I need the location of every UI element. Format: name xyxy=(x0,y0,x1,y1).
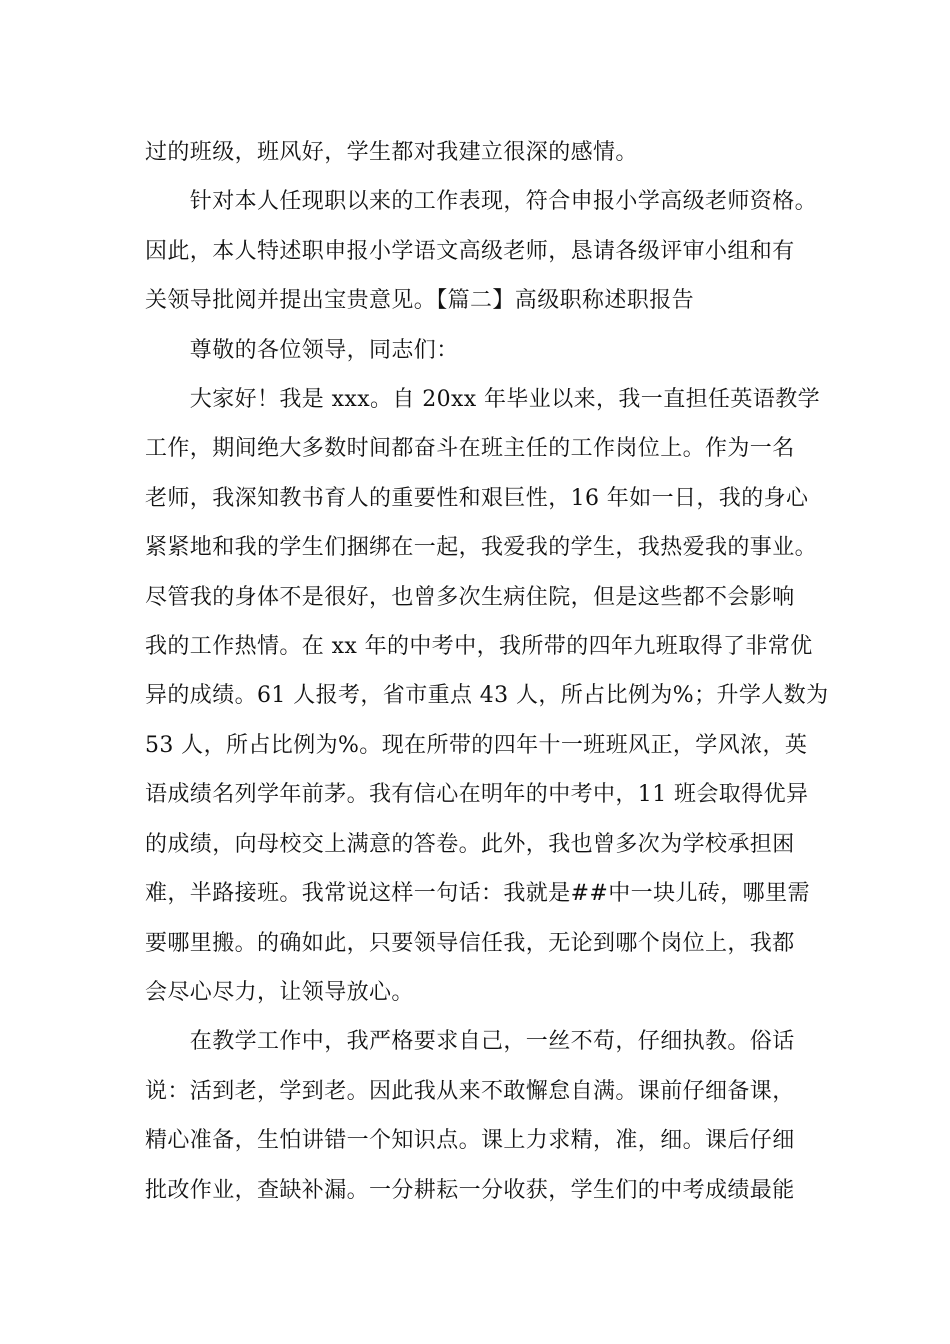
text-line: 批改作业，查缺补漏。一分耕耘一分收获，学生们的中考成绩最能 xyxy=(145,1177,795,1203)
text-line: 要哪里搬。的确如此，只要领导信任我，无论到哪个岗位上，我都 xyxy=(145,930,795,956)
text-line: 关领导批阅并提出宝贵意见。【篇二】高级职称述职报告 xyxy=(145,288,695,314)
text-line: 尊敬的各位领导，同志们： xyxy=(145,337,459,363)
paragraph-2 xyxy=(145,177,818,325)
text-line: 会尽心尽力，让领导放心。 xyxy=(145,979,414,1005)
text-line: 老师，我深知教书育人的重要性和艰巨性，16 年如一日，我的身心 xyxy=(145,485,809,511)
text-line: 难，半路接班。我常说这样一句话：我就是##中一块儿砖，哪里需 xyxy=(145,881,810,907)
text-line: 我的工作热情。在 xx 年的中考中，我所带的四年九班取得了非常优 xyxy=(145,634,813,660)
document-body xyxy=(145,128,829,1215)
text-line: 53 人，所占比例为%。现在所带的四年十一班班风正，学风浓，英 xyxy=(145,732,808,758)
text-line: 大家好！我是 xxx。自 20xx 年毕业以来，我一直担任英语教学 xyxy=(145,387,821,413)
paragraph-1 xyxy=(145,128,810,177)
text-line: 针对本人任现职以来的工作表现，符合申报小学高级老师资格。 xyxy=(145,189,818,215)
text-line: 因此，本人特述职申报小学语文高级老师，恳请各级评审小组和有 xyxy=(145,238,795,264)
paragraph-4 xyxy=(145,375,829,1017)
text-line: 的成绩，向母校交上满意的答卷。此外，我也曾多次为学校承担困 xyxy=(145,831,795,857)
text-line: 精心准备，生怕讲错一个知识点。课上力求精，准，细。课后仔细 xyxy=(145,1128,795,1154)
text-line: 说：活到老，学到老。因此我从来不敢懈怠自满。课前仔细备课， xyxy=(145,1078,795,1104)
text-line: 异的成绩。61 人报考，省市重点 43 人，所占比例为%；升学人数为 xyxy=(145,683,829,709)
text-line: 工作，期间绝大多数时间都奋斗在班主任的工作岗位上。作为一名 xyxy=(145,436,795,462)
paragraph-5 xyxy=(145,1017,810,1215)
text-line: 尽管我的身体不是很好，也曾多次生病住院，但是这些都不会影响 xyxy=(145,584,795,610)
text-line: 在教学工作中，我严格要求自己，一丝不苟，仔细执教。俗话 xyxy=(145,1029,795,1055)
text-line: 紧紧地和我的学生们捆绑在一起，我爱我的学生，我热爱我的事业。 xyxy=(145,535,818,561)
text-line: 语成绩名列学年前茅。我有信心在明年的中考中，11 班会取得优异 xyxy=(145,782,809,808)
text-line: 过的班级，班风好，学生都对我建立很深的感情。 xyxy=(145,140,638,165)
paragraph-3-salutation xyxy=(145,326,810,375)
